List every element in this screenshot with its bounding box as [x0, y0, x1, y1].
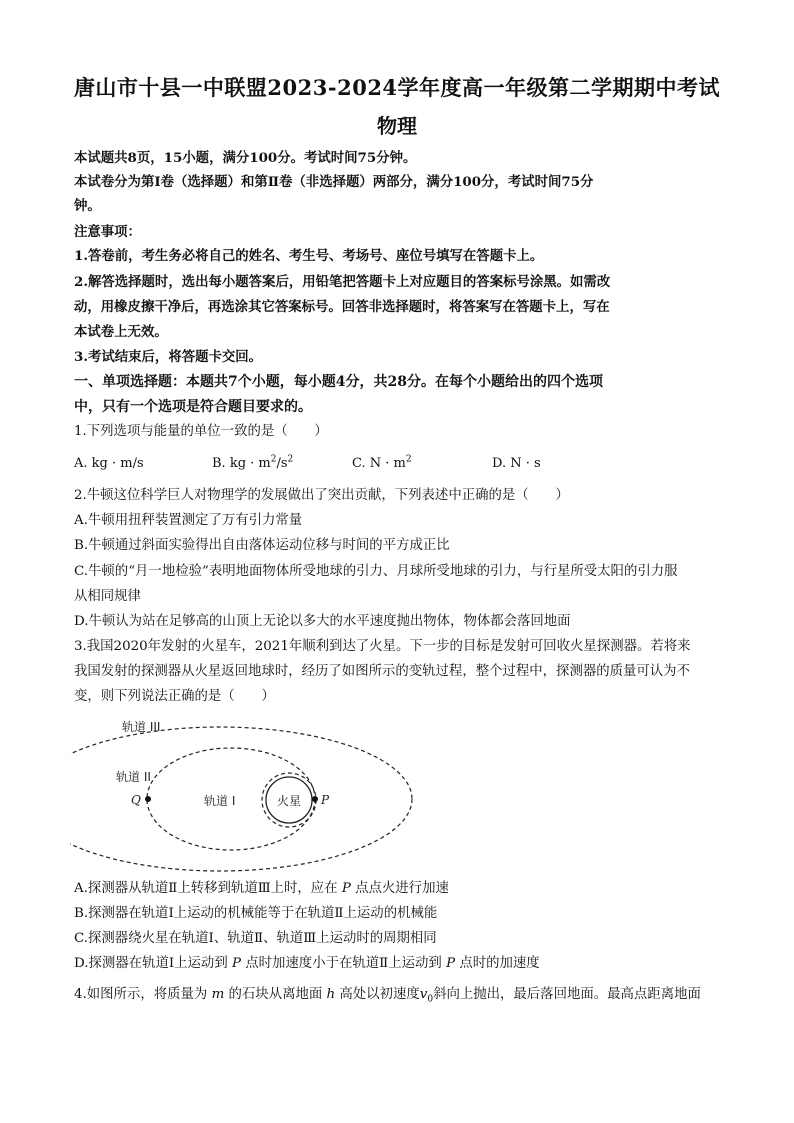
q2-option-b: B.牛顿通过斜面实验得出自由落体运动位移与时间的平方成正比	[74, 538, 450, 553]
orbit-diagram-svg	[70, 713, 450, 875]
q1-option-a: A. kg · m/s	[74, 456, 144, 471]
q4-stem: 4.如图所示，将质量为 m 的石块从离地面 h 高处以初速度$v_0$斜向上抛出，最后落回地面。最高点距离地面	[74, 987, 701, 1005]
q1-stem: 1.下列选项与能量的单位一致的是（ ）	[74, 424, 328, 439]
orbit-2-label: 轨道 II	[116, 770, 151, 784]
q2-stem: 2.牛顿这位科学巨人对物理学的发展做出了突出贡献，下列表述中正确的是（ ）	[74, 488, 569, 503]
q3-option-b: B.探测器在轨道Ⅰ上运动的机械能等于在轨道Ⅱ上运动的机械能	[74, 906, 438, 921]
q3-stem-3: 变，则下列说法正确的是（ ）	[74, 689, 275, 704]
q1-option-d: D. N · s	[492, 456, 541, 471]
q2-option-d: D.牛顿认为站在足够高的山顶上无论以多大的水平速度抛出物体，物体都会落回地面	[74, 614, 571, 629]
point-q-dot	[145, 796, 151, 802]
notice-item-2c: 本试卷上无效。	[74, 324, 168, 340]
section-1-heading-b: 中，只有一个选项是符合题目要求的。	[74, 399, 312, 415]
point-p-dot	[312, 796, 318, 802]
orbit-3-label: 轨道 III	[122, 720, 161, 734]
q3-option-d: D.探测器在轨道Ⅰ上运动到 P 点时加速度小于在轨道Ⅱ上运动到 P 点时的加速度	[74, 956, 540, 971]
point-p-label: P	[321, 793, 330, 807]
orbit-1-label: 轨道 I	[204, 794, 236, 808]
q1-option-b: B. kg · $m^2/s^2$	[212, 454, 294, 471]
intro-line-2b: 钟。	[74, 198, 101, 214]
notice-item-1: 1.答卷前，考生务必将自己的姓名、考生号、考场号、座位号填写在答题卡上。	[74, 248, 544, 264]
intro-line-1: 本试题共8页，15小题，满分100分。考试时间75分钟。	[74, 150, 417, 166]
q1-options	[74, 456, 722, 480]
mars-label: 火星	[277, 794, 302, 808]
q3-option-c: C.探测器绕火星在轨道Ⅰ、轨道Ⅱ、轨道Ⅲ上运动时的周期相同	[74, 931, 437, 946]
notice-heading: 注意事项：	[74, 224, 141, 240]
orbit-diagram	[70, 713, 450, 875]
notice-item-2a: 2.解答选择题时，选出每小题答案后，用铅笔把答题卡上对应题目的答案标号涂黑。如需改	[74, 274, 611, 290]
intro-line-2a: 本试卷分为第Ⅰ卷（选择题）和第Ⅱ卷（非选择题）两部分，满分100分，考试时间75分	[74, 174, 594, 190]
q3-stem-2: 我国发射的探测器从火星返回地球时，经历了如图所示的变轨过程，整个过程中，探测器的质量可认为不	[74, 664, 690, 679]
q1-option-c: C. $N \cdot m^2$	[352, 454, 412, 471]
exam-title: 唐山市十县一中联盟2023-2024学年度高一年级第二学期期中考试	[73, 75, 721, 100]
q2-option-a: A.牛顿用扭秤装置测定了万有引力常量	[74, 513, 303, 528]
section-1-heading-a: 一、单项选择题：本题共7个小题，每小题4分，共28分。在每个小题给出的四个选项	[74, 374, 603, 390]
q2-option-c-2: 从相同规律	[74, 589, 141, 604]
q3-stem-1: 3.我国2020年发射的火星车，2021年顺利到达了火星。下一步的目标是发射可回收火星探测器。若将来	[74, 639, 691, 654]
notice-item-2b: 动，用橡皮擦干净后，再选涂其它答案标号。回答非选择题时，将答案写在答题卡上，写在	[74, 299, 610, 315]
point-q-label: Q	[131, 793, 141, 807]
notice-item-3: 3.考试结束后，将答题卡交回。	[74, 349, 263, 365]
exam-subject: 物理	[377, 114, 417, 138]
q2-option-c-1: C.牛顿的“月一地检验”表明地面物体所受地球的引力、月球所受地球的引力，与行星所受太阳的引力服	[74, 564, 678, 579]
q3-option-a: A.探测器从轨道Ⅱ上转移到轨道Ⅲ上时，应在 P 点点火进行加速	[74, 881, 449, 896]
